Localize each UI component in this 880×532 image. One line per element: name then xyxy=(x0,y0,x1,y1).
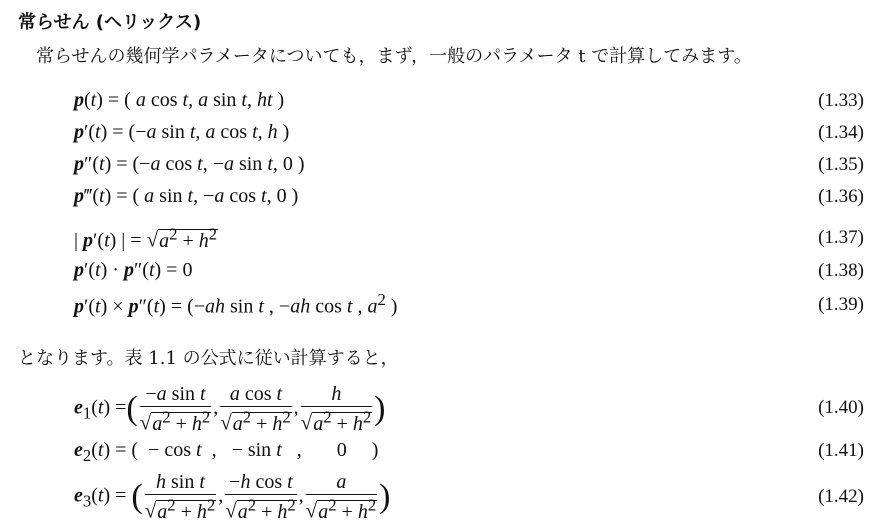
equation-1-38: p′(t) · p″(t) = 0 xyxy=(74,259,193,281)
equation-1-33: p(t) = ( a cos t, a sin t, ht ) xyxy=(74,89,285,111)
equation-1-39: p′(t) × p″(t) = (−ah sin t , −ah cos t , $a^2$ ) xyxy=(74,290,398,318)
equation-1-34: p′(t) = (−a sin t, a cos t, h ) xyxy=(74,121,290,143)
section-title: 常らせん (ヘリックス) xyxy=(18,12,202,33)
equation-1-35: p″(t) = (−a cos t, −a sin t, 0 ) xyxy=(74,153,305,175)
equation-number: (1.37) xyxy=(818,227,864,248)
equation-number: (1.41) xyxy=(818,440,864,461)
equation-number: (1.33) xyxy=(818,90,864,111)
equation-1-41: $e_2(t)$ = ( − cos t , − sin t , 0 ) xyxy=(74,439,379,465)
equation-1-40: $e_1(t)$ =( $\frac{\text{−a sin t}}{√a^2 + h^2}$ , $\frac{\text{a cos t}}{√a^2 + h^2}$ , $\frac{h}{√a^2 + h^2}$ ) xyxy=(74,383,386,435)
equation-1-36: p‴(t) = ( a sin t, −a cos t, 0 ) xyxy=(74,185,299,207)
intro-paragraph: 常らせんの幾何学パラメータについても，まず，一般のパラメータ t で計算してみます。 xyxy=(36,46,752,67)
equation-number: (1.36) xyxy=(818,186,864,207)
equation-number: (1.39) xyxy=(818,294,864,315)
equation-1-37: | p′(t) | = $√a^2 + h^2$ xyxy=(74,224,218,252)
result-paragraph: となります。表 1.1 の公式に従い計算すると， xyxy=(18,348,399,369)
equation-number: (1.34) xyxy=(818,122,864,143)
equation-number: (1.40) xyxy=(818,397,864,418)
equation-number: (1.38) xyxy=(818,260,864,281)
equation-number: (1.35) xyxy=(818,154,864,175)
equation-1-42: $e_3(t)$ = ( $\frac{\text{h sin t}}{√a^2 + h^2}$ , $\frac{\text{−h cos t}}{√a^2 + h^2}$ , $\frac{a}{√a^2 + h^2}$ ) xyxy=(74,471,391,523)
equation-number: (1.42) xyxy=(818,486,864,507)
